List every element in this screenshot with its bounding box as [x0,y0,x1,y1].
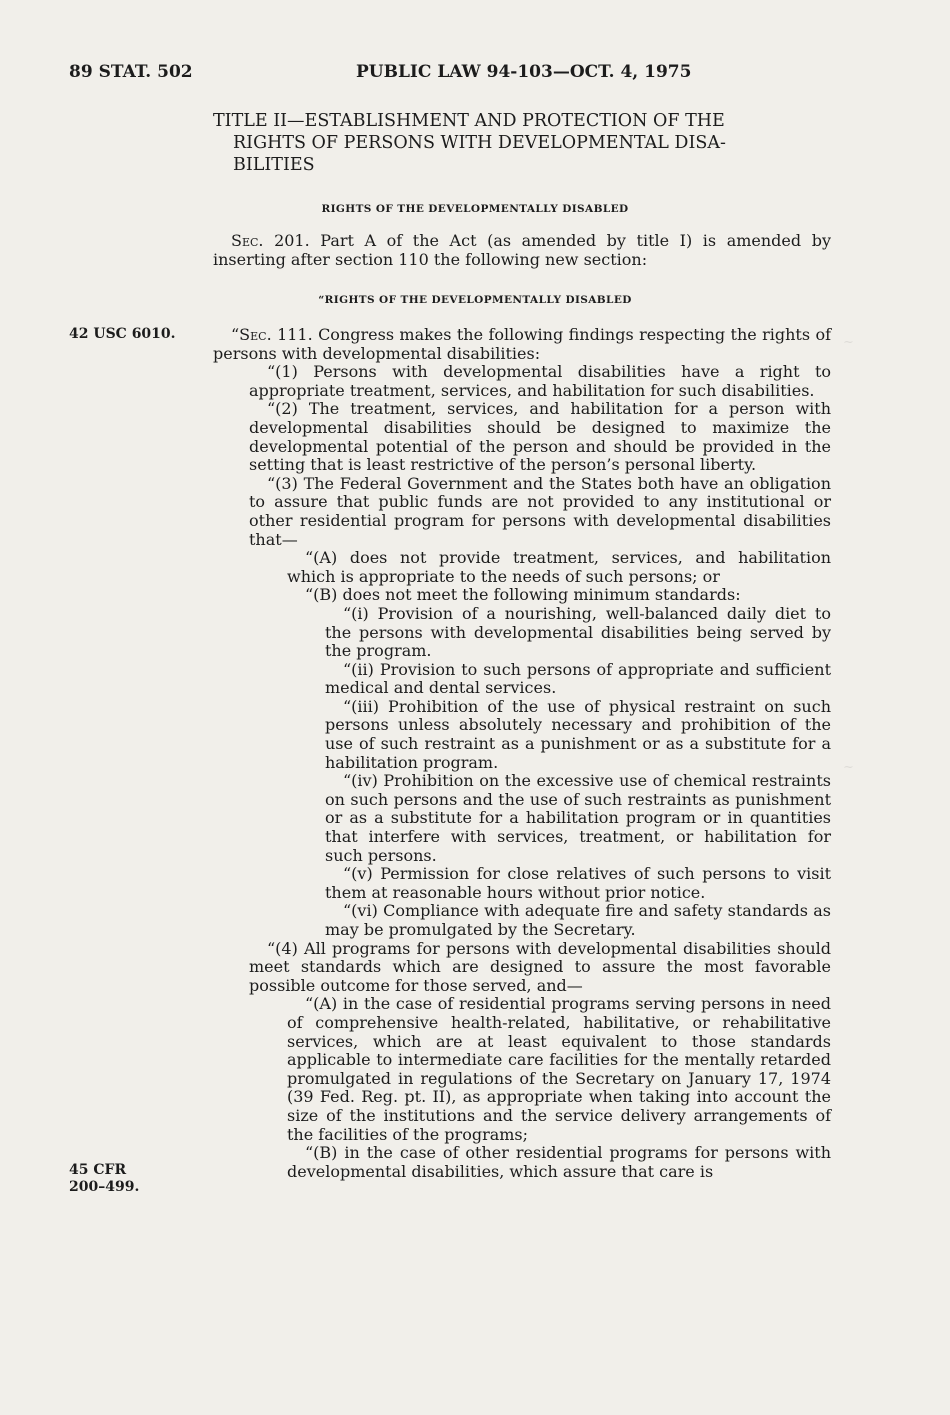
margin-note-line: 45 CFR [69,1162,127,1178]
quoted-section-heading: “RIGHTS OF THE DEVELOPMENTALLY DISABLED [318,294,632,306]
section-label: Sec. [231,231,264,250]
section-111 [213,326,831,1181]
finding-paragraph: “(i) Provision of a nourishing, well-balanced daily diet to the persons with developmental disabilities being served by the program. [325,603,831,661]
margin-note-line: 200–499. [69,1179,140,1195]
section-heading: RIGHTS OF THE DEVELOPMENTALLY DISABLED [321,203,629,215]
section-label: “Sec. [231,325,272,344]
title-line: RIGHTS OF PERSONS WITH DEVELOPMENTAL DISA- [233,133,726,153]
title-line: BILITIES [233,155,315,175]
finding-paragraph: “(v) Permission for close relatives of such persons to visit them at reasonable hours without prior notice. [325,864,831,902]
running-head: PUBLIC LAW 94-103—OCT. 4, 1975 [356,62,692,82]
finding-paragraph: “(A) in the case of residential programs serving persons in need of comprehensive health-related, habilitative, or rehabilitative services, which are at least equivalent to those standards applicable to intermediate care facilities for the mentally retarded promulgated in regulations of the Secretary on January 17, 1974 (39 Fed. Reg. pt. II), as appropriate when taking into account the size of the institutions and the service delivery arrangements of the facilities of the programs; [287,994,831,1144]
finding-paragraph: “(A) does not provide treatment, services, and habilitation which is appropriate to the needs of such persons; or [287,548,831,586]
title-line: TITLE II—ESTABLISHMENT AND PROTECTION OF THE [213,111,725,131]
section-text: 111. Congress makes the following findings respecting the rights of persons with developmental disabilities: [213,325,831,363]
bleed-through-mark: ~ [843,335,854,350]
margin-note-cfr [69,1162,139,1196]
section-111-intro [213,326,831,363]
finding-paragraph: “(ii) Provision to such persons of appropriate and sufficient medical and dental services. [325,659,831,698]
bleed-through-mark: ~ [843,760,854,775]
statute-page-number: 89 STAT. 502 [69,62,193,82]
finding-paragraph: “(2) The treatment, services, and habilitation for a person with developmental disabilities should be designed to maximize the developmental potential of the person and should be provided in the setting that is least restrictive of the person’s personal liberty. [249,399,831,475]
finding-paragraph: “(iii) Prohibition of the use of physical restraint on such persons unless absolutely necessary and prohibition of the use of such restraint as a punishment or as a substitute for a habilitation program. [325,696,831,772]
finding-paragraph: “(iv) Prohibition on the excessive use of chemical restraints on such persons and the use of such restraints as punishment or as a substitute for a habilitation program or in quantities that interfere with services, treatment, or habilitation for such persons. [325,771,831,865]
finding-paragraph: “(4) All programs for persons with developmental disabilities should meet standards which are designed to assure the most favorable possible outcome for those served, and— [249,938,831,995]
title-heading [213,110,833,176]
finding-paragraph: “(B) does not meet the following minimum standards: [305,585,741,605]
section-text: 201. Part A of the Act (as amended by title I) is amended by inserting after section 110 the following new section: [213,231,831,269]
section-201 [213,232,831,269]
finding-paragraph: “(B) in the case of other residential programs for persons with developmental disabilities, which assure that care is [287,1143,831,1181]
margin-note-usc: 42 USC 6010. [69,326,176,342]
finding-paragraph: “(vi) Compliance with adequate fire and safety standards as may be promulgated by the Secretary. [325,901,831,939]
section-201-paragraph [213,232,831,269]
finding-paragraph: “(3) The Federal Government and the States both have an obligation to assure that public funds are not provided to any institutional or other residential program for persons with developmental disabilities that— [249,473,831,549]
finding-paragraph: “(1) Persons with developmental disabilities have a right to appropriate treatment, services, and habilitation for such disabilities. [249,362,831,400]
